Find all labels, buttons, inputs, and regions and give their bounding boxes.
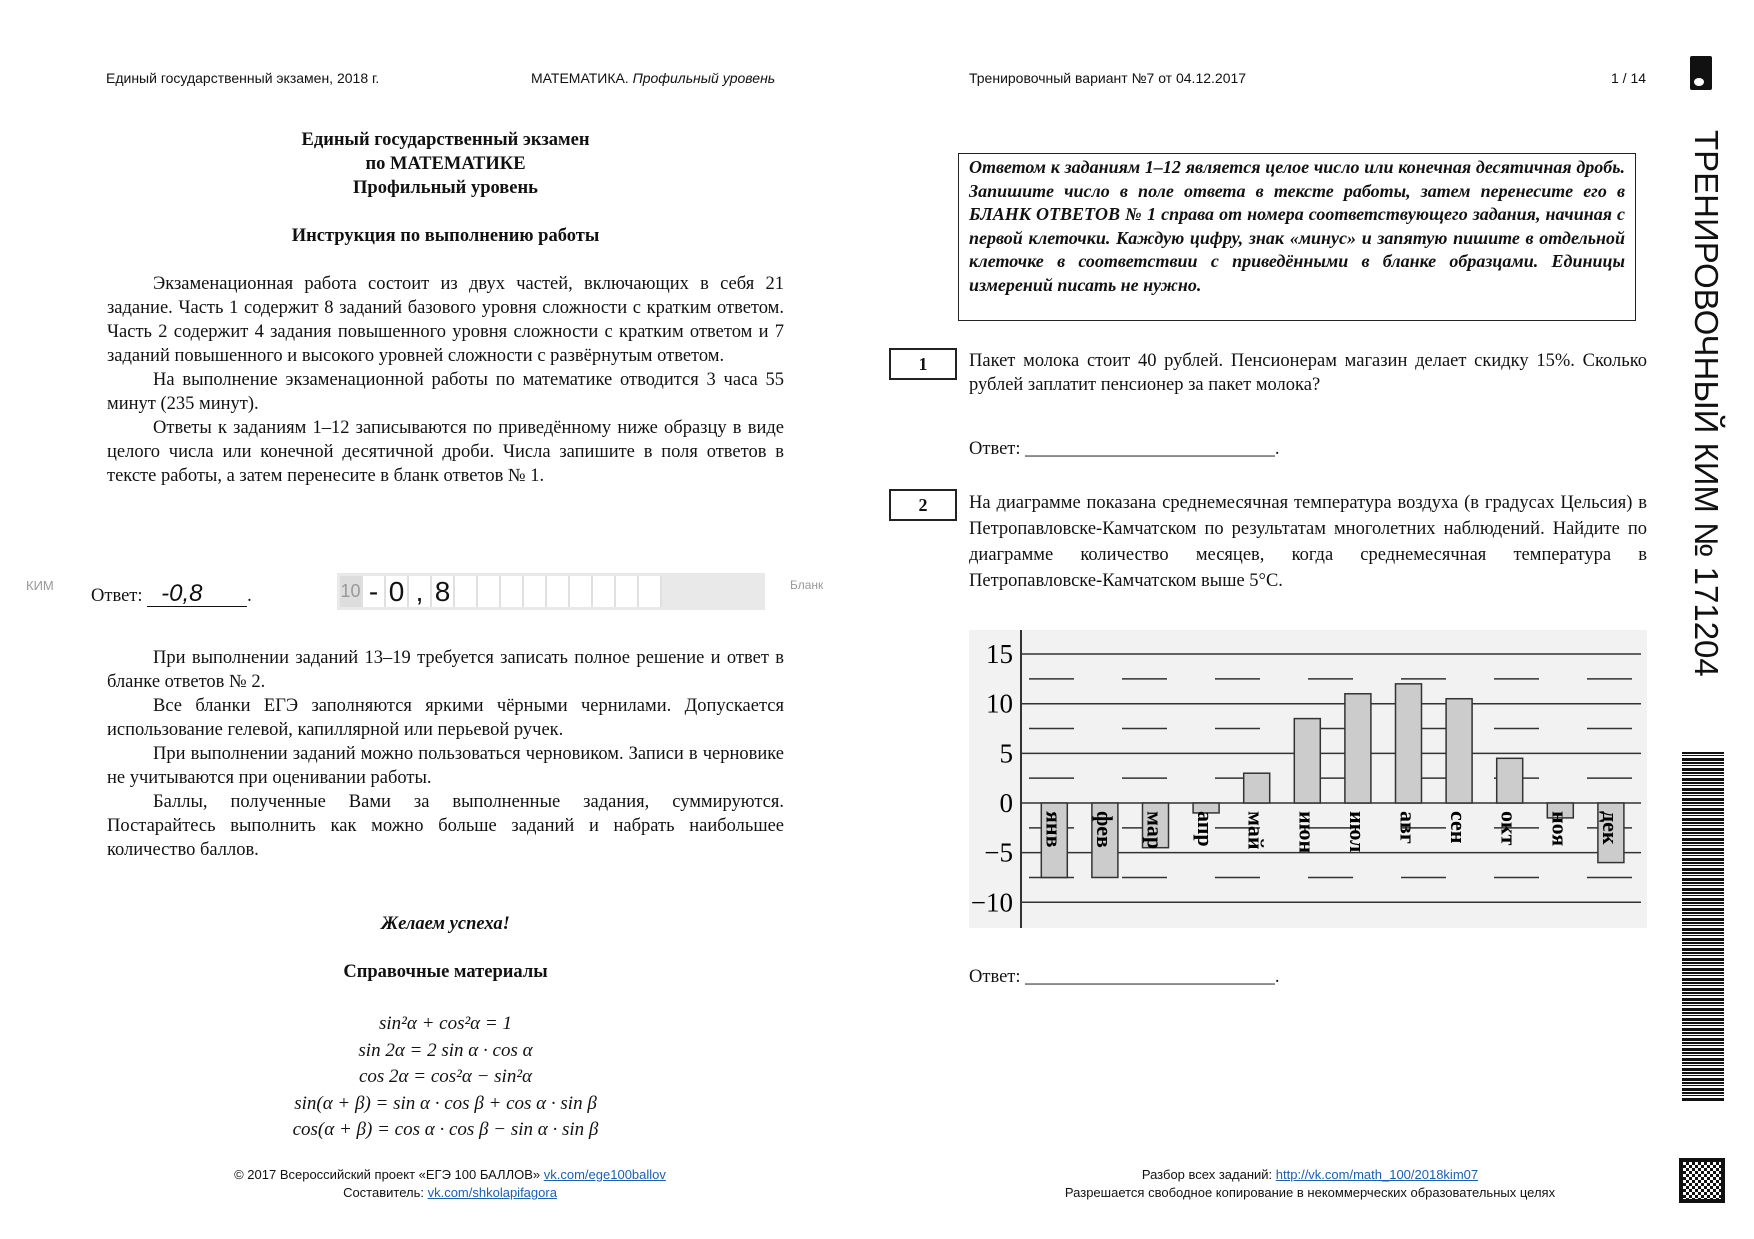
form-id: 10 (340, 576, 363, 607)
form-cell (455, 576, 478, 607)
sample-answer: Ответ: -0,8 . (91, 580, 252, 607)
task-number: 1 (889, 348, 957, 380)
title-line: по МАТЕМАТИКЕ (365, 154, 526, 174)
task-text: Пакет молока стоит 40 рублей. Пенсионерам магазин делает скидку 15%. Сколько рублей заплатит пенсионер за пакет молока? (969, 351, 1647, 395)
paragraph: Ответы к заданиям 1–12 записываются по приведённому ниже образцу в виде целого числа или конечной десятичной дроби. Числа запишите в поля ответов в тексте работы, а затем перенесите в бланк ответов № 1. (107, 418, 784, 486)
blank-label: Бланк (790, 578, 824, 592)
subject: МАТЕМАТИКА. (531, 70, 629, 86)
form-cell (570, 576, 593, 607)
month-label: май (1243, 811, 1269, 850)
author-label: Составитель: (343, 1185, 424, 1200)
form-cell (547, 576, 570, 607)
paragraph: При выполнении заданий 13–19 требуется записать полное решение и ответ в бланке ответов № 2. (107, 648, 784, 692)
instruction-title: Инструкция по выполнению работы (291, 226, 600, 246)
answer-line[interactable]: Ответ: ___________________________. (969, 439, 1280, 459)
answer-instructions-box: Ответом к заданиям 1–12 является целое число или конечная десятичная дробь. Запишите число в поле ответа в тексте работы, затем перенесите его в БЛАНК ОТВЕТОВ № 1 справа от номера соответствующего задания, начиная с первой клеточки. Каждую цифру, знак «минус» и запятую пишите в отдельной клеточке в соответствии с приведёнными в бланке образцами. Единицы измерений писать не нужно. (958, 153, 1636, 321)
level: Профильный уровень (632, 70, 776, 86)
footer-left (150, 1166, 750, 1202)
y-tick-label: −10 (970, 887, 1013, 918)
bar-авг (1396, 684, 1422, 803)
bar-июн (1294, 719, 1320, 803)
form-cell (593, 576, 616, 607)
title-line: Профильный уровень (353, 178, 538, 198)
paragraph: Экзаменационная работа состоит из двух частей, включающих в себя 21 задание. Часть 1 содержит 8 заданий базового уровня сложности с кратким ответом. Часть 2 содержит 4 задания повышенного уровня сложности с кратким ответом и 7 заданий повышенного и высокого уровней сложности с развёрнутым ответом. (107, 274, 784, 366)
reference-title: Справочные материалы (343, 962, 548, 982)
y-tick-label: 15 (986, 639, 1013, 670)
license-note: Разрешается свободное копирование в некоммерческих образовательных целях (1064, 1185, 1556, 1200)
kim-label: КИМ (26, 578, 54, 593)
title-line: Единый государственный экзамен (301, 130, 590, 150)
month-label: апр (1193, 811, 1219, 847)
form-cell: 0 (386, 576, 409, 607)
link[interactable]: vk.com/ege100ballov (543, 1167, 666, 1182)
answer-value: -0,8 (147, 582, 247, 607)
qr-code-icon (1679, 1158, 1725, 1203)
answer-label: Ответ: (91, 586, 143, 606)
temperature-chart (969, 630, 1647, 928)
link[interactable]: http://vk.com/math_100/2018kim07 (1275, 1167, 1479, 1182)
form-cell (501, 576, 524, 607)
solutions-label: Разбор всех заданий: (1141, 1167, 1273, 1182)
header-variant: Тренировочный вариант №7 от 04.12.2017 (969, 70, 1247, 86)
bar-сен (1446, 699, 1472, 803)
form-cell (524, 576, 547, 607)
header-subject (531, 70, 775, 86)
instructions-1 (107, 272, 784, 488)
header-exam: Единый государственный экзамен, 2018 г. (106, 70, 380, 86)
formula: sin(α + β) = sin α · cos β + cos α · sin β (294, 1092, 597, 1114)
form-cell (639, 576, 662, 607)
bar-июл (1345, 694, 1371, 803)
formulas (107, 1011, 784, 1144)
y-tick-label: 5 (999, 738, 1013, 769)
month-label: авг (1395, 811, 1421, 844)
y-tick-label: 10 (986, 688, 1013, 719)
y-tick-label: 0 (999, 788, 1013, 818)
corner-marker-icon (1690, 56, 1712, 90)
formula: sin 2α = 2 sin α · cos α (358, 1039, 533, 1061)
month-label: сен (1446, 811, 1472, 844)
form-cell: 8 (432, 576, 455, 607)
answer-line[interactable]: Ответ: ___________________________. (969, 967, 1280, 987)
instructions-2 (107, 646, 784, 862)
sample-answer-form (337, 573, 765, 610)
formula: cos 2α = cos²α − sin²α (358, 1066, 533, 1087)
bar-окт (1497, 758, 1523, 803)
page-title (107, 128, 784, 200)
bar-май (1244, 773, 1270, 803)
formula: sin²α + cos²α = 1 (379, 1013, 512, 1034)
form-cell (616, 576, 639, 607)
paragraph: Баллы, полученные Вами за выполненные задания, суммируются. Постарайтесь выполнить как можно больше заданий и набрать наибольшее количество баллов. (107, 792, 784, 860)
month-label: дек (1597, 811, 1623, 845)
paragraph: Все бланки ЕГЭ заполняются яркими чёрными чернилами. Допускается использование гелевой, капиллярной или перьевой ручек. (107, 696, 784, 740)
form-cell: - (363, 576, 386, 607)
month-label: окт (1496, 811, 1522, 846)
copyright: © 2017 Всероссийский проект «ЕГЭ 100 БАЛЛОВ» (234, 1167, 541, 1182)
wish: Желаем успеха! (381, 914, 510, 934)
form-cell: , (409, 576, 432, 607)
form-cell (478, 576, 501, 607)
side-title: ТРЕНИРОВОЧНЫЙ КИМ № 171204 (1688, 130, 1725, 677)
task-number: 2 (889, 489, 957, 521)
y-tick-label: −5 (984, 837, 1013, 868)
month-label: фев (1091, 811, 1117, 848)
task-text: На диаграмме показана среднемесячная температура воздуха (в градусах Цельсия) в Петропавловске-Камчатском по результатам многолетних наблюдений. Найдите по диаграмме количество месяцев, когда среднемесячная температура в Петропавловске-Камчатском выше 5°С. (969, 493, 1647, 591)
link[interactable]: vk.com/shkolapifagora (427, 1185, 557, 1200)
month-label: июл (1344, 811, 1370, 853)
barcode-icon (1682, 752, 1724, 1102)
month-label: июн (1294, 811, 1320, 854)
month-label: янв (1041, 811, 1067, 848)
paragraph: На выполнение экзаменационной работы по математике отводится 3 часа 55 минут (235 минут). (107, 370, 784, 414)
page-number: 1 / 14 (1611, 70, 1647, 86)
footer-right (1000, 1166, 1620, 1202)
month-label: ноя (1547, 811, 1573, 847)
paragraph: При выполнении заданий можно пользоваться черновиком. Записи в черновике не учитываются при оценивании работы. (107, 744, 784, 788)
formula: cos(α + β) = cos α · cos β − sin α · sin β (292, 1119, 599, 1140)
month-label: мар (1142, 811, 1168, 850)
